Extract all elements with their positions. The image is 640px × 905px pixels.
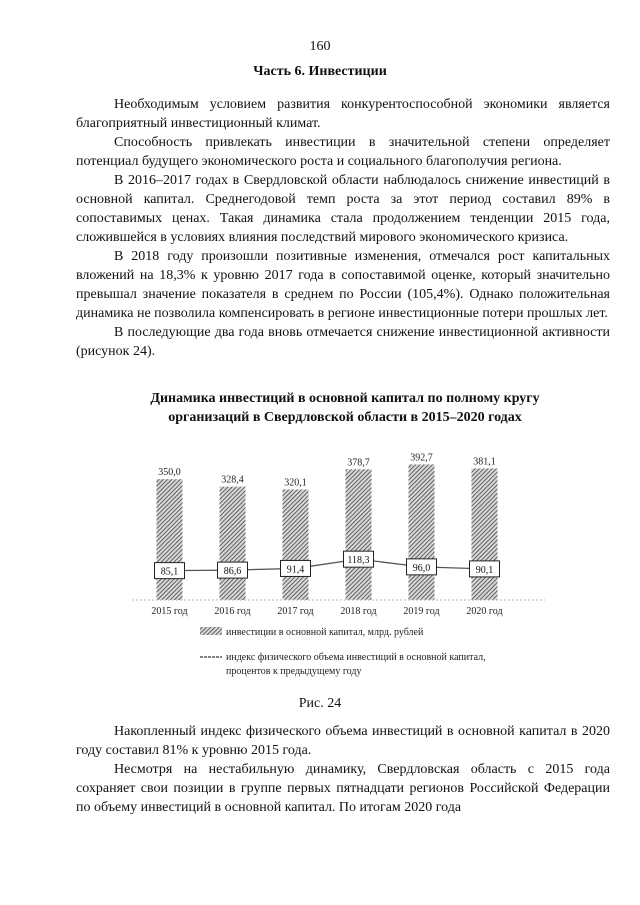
index-data-label: 86,6 xyxy=(223,566,242,578)
chart-title: Динамика инвестиций в основной капитал по полному кругу организаций в Свердловской области в 2015–2020 годах xyxy=(150,391,540,425)
bar-data-label: 328,4 xyxy=(221,474,244,486)
paragraph: Несмотря на нестабильную динамику, Свердловская область с 2015 года сохраняет свои позиции в группе первых пятнадцати регионов Российской Федерации по объему инвестиций в основной капитал. По итогам 2020 года xyxy=(76,762,610,815)
legend-line-label-cont: процентов к предыдущему году xyxy=(226,666,362,677)
bar-data-label: 378,7 xyxy=(347,457,370,469)
bar-investment xyxy=(472,468,498,600)
bar-data-label: 392,7 xyxy=(410,452,433,464)
paragraph: Накопленный индекс физического объема инвестиций в основной капитал в 2020 году составил 81% к уровню 2015 года. xyxy=(76,724,610,758)
index-data-label: 96,0 xyxy=(412,562,431,574)
investment-chart xyxy=(130,440,550,685)
index-data-label: 90,1 xyxy=(475,564,494,576)
paragraph: Способность привлекать инвестиции в значительной степени определяет потенциал будущего экономического роста и социального благополучия региона. xyxy=(76,135,610,169)
paragraph: Необходимым условием развития конкурентоспособной экономики является благоприятный инвестиционный климат. xyxy=(76,97,610,131)
legend-bar-label: инвестиции в основной капитал, млрд. рублей xyxy=(226,627,424,638)
x-tick-label: 2019 год xyxy=(403,606,440,617)
bar-investment xyxy=(283,489,309,600)
paragraph: В 2018 году произошли позитивные изменения, отмечался рост капитальных вложений на 18,3% к уровню 2017 года в сопоставимой оценке, который значительно превышал значение показателя в среднем по России (105,4%). Однако положительная динамика не позволила компенсировать в регионе инвестиционные потери прошлых лет. xyxy=(76,249,610,321)
index-data-label: 91,4 xyxy=(286,564,305,576)
bar-investment xyxy=(409,464,435,600)
legend-bar-swatch xyxy=(200,627,222,635)
bar-data-label: 320,1 xyxy=(284,477,307,489)
x-tick-label: 2016 год xyxy=(214,606,251,617)
axis-layer xyxy=(132,600,545,617)
figure-caption: Рис. 24 xyxy=(298,696,342,711)
x-tick-label: 2017 год xyxy=(277,606,314,617)
x-tick-label: 2018 год xyxy=(340,606,377,617)
index-data-label: 85,1 xyxy=(160,566,179,578)
chapter-title: Часть 6. Инвестиции xyxy=(253,64,387,79)
index-line xyxy=(170,559,485,570)
x-tick-label: 2020 год xyxy=(466,606,503,617)
index-data-label: 118,3 xyxy=(347,555,370,567)
bar-investment xyxy=(346,469,372,600)
x-tick-label: 2015 год xyxy=(151,606,188,617)
bar-data-label: 381,1 xyxy=(473,456,496,468)
bars-layer xyxy=(157,452,498,600)
paragraph: В 2016–2017 годах в Свердловской области наблюдалось снижение инвестиций в основной капитал. Среднегодовой темп роста за этот период составил 89% в сопоставимых ценах. Такая динамика стала продолжением тенденции 2015 года, сложившейся в условиях влияния последствий мирового экономического кризиса. xyxy=(76,173,610,245)
legend-line-label: индекс физического объема инвестиций в основной капитал, xyxy=(226,652,486,663)
bar-investment xyxy=(220,487,246,600)
paragraph: В последующие два года вновь отмечается снижение инвестиционной активности (рисунок 24). xyxy=(76,325,610,359)
legend xyxy=(200,627,486,677)
page-number: 160 xyxy=(309,39,331,54)
text-block-bottom xyxy=(76,722,610,817)
bar-data-label: 350,0 xyxy=(158,467,181,479)
bar-investment xyxy=(157,479,183,600)
text-block-top xyxy=(76,95,610,361)
index-line-layer xyxy=(155,551,500,578)
